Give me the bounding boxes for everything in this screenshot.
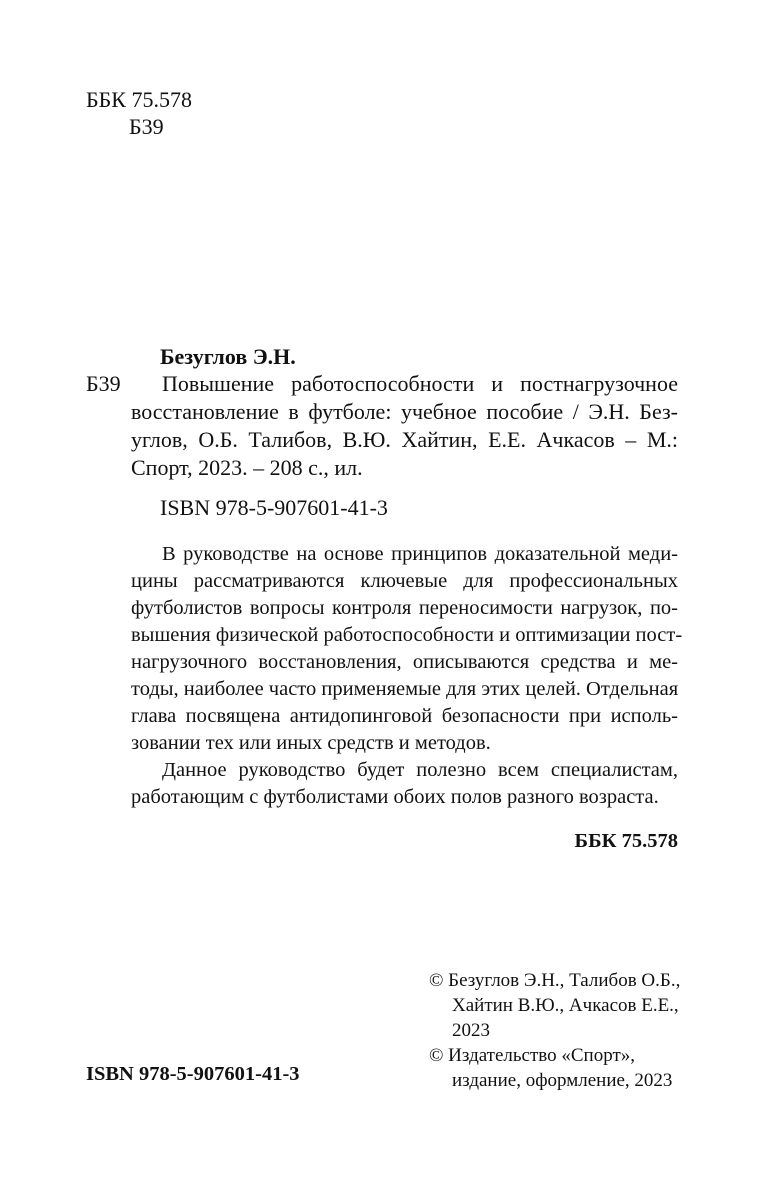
top-code: Б39 — [129, 114, 164, 139]
description-line: углов, О.Б. Талибов, В.Ю. Хайтин, Е.Е. Ачкасов – М.: — [131, 427, 678, 452]
annotation-line: нагрузочного восстановления, описываются средства и ме- — [131, 651, 678, 673]
description-line: Спорт, 2023. – 208 с., ил. — [131, 455, 363, 480]
copyright-line: 2023 — [452, 1020, 490, 1041]
annotation-line: футболистов вопросы контроля переносимости нагрузок, по- — [131, 597, 678, 619]
description-line: восстановление в футболе: учебное пособие / Э.Н. Без- — [131, 399, 678, 424]
copyright-line: издание, оформление, 2023 — [452, 1070, 673, 1091]
copyright-line: © Безуглов Э.Н., Талибов О.Б., — [429, 970, 681, 991]
description-line: Повышение работоспособности и постнагрузочное — [162, 371, 678, 396]
annotation-line: глава посвящена антидопинговой безопасности при исполь- — [131, 705, 678, 727]
annotation-line: Данное руководство будет полезно всем специалистам, — [162, 759, 678, 781]
bbk-right: ББК 75.578 — [574, 830, 678, 852]
annotation-line: тоды, наиболее часто применяемые для этих целей. Отдельная — [131, 678, 679, 700]
annotation-line: цины рассматриваются ключевые для профессиональных — [131, 570, 678, 592]
annotation-line: работающим с футболистами обоих полов разного возраста. — [131, 786, 659, 808]
author-heading: Безуглов Э.Н. — [160, 344, 296, 369]
record-description — [131, 370, 678, 482]
copyright-line: © Издательство «Спорт», — [429, 1045, 636, 1066]
record-isbn: ISBN 978-5-907601-41-3 — [160, 495, 388, 520]
bottom-isbn: ISBN 978-5-907601-41-3 — [86, 1063, 300, 1085]
record-code: Б39 — [86, 371, 121, 396]
annotation-line: зовании тех или иных средств и методов. — [131, 732, 491, 754]
copyright-block — [429, 968, 709, 1093]
top-bbk: ББК 75.578 — [86, 87, 192, 112]
copyright-line: Хайтин В.Ю., Ачкасов Е.Е., — [452, 995, 679, 1016]
annotation-line: В руководстве на основе принципов доказательной меди- — [162, 543, 678, 565]
annotation-line: вышения физической работоспособности и оптимизации пост- — [131, 624, 683, 646]
annotation — [131, 541, 683, 811]
